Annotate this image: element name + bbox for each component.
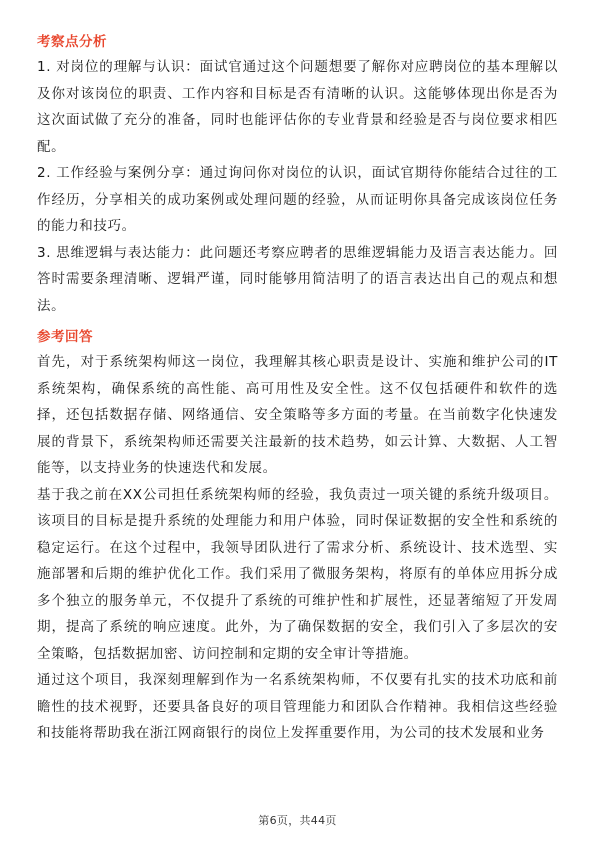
reference-paragraph-1: 首先，对于系统架构师这一岗位，我理解其核心职责是设计、实施和维护公司的IT系统架构，确保系统的高性能、高可用性及安全性。这不仅包括硬件和软件的选择，还包括数据存储、网络通信、安全策略等多方面的考量。在当前数字化快速发展的背景下，系统架构师还需要关注最新的技术趋势，如云计算、大数据、人工智能等，以支持业务的快速迭代和发展。: [37, 354, 558, 476]
reference-title: 参考回答: [37, 329, 93, 345]
analysis-item-1: 1. 对岗位的理解与认识：面试官通过这个问题想要了解你对应聘岗位的基本理解以及你对该岗位的职责、工作内容和目标是否有清晰的认识。这能够体现出你是否为这次面试做了充分的准备，同时也能评估你的专业背景和经验是否与岗位要求相匹配。: [37, 59, 558, 155]
analysis-item-2: 2. 工作经验与案例分享：通过询问你对岗位的认识，面试官期待你能结合过往的工作经历，分享相关的成功案例或处理问题的经验，从而证明你具备完成该岗位任务的能力和技巧。: [37, 165, 558, 234]
document-page: [37, 30, 558, 747]
reference-paragraph-3: 通过这个项目，我深刻理解到作为一名系统架构师，不仅要有扎实的技术功底和前瞻性的技术视野，还要具备良好的项目管理能力和团队合作精神。我相信这些经验和技能将帮助我在浙江网商银行的岗位上发挥重要作用，为公司的技术发展和业务: [37, 672, 558, 741]
analysis-title: 考察点分析: [37, 34, 107, 50]
analysis-item-3: 3. 思维逻辑与表达能力：此问题还考察应聘者的思维逻辑能力及语言表达能力。回答时需要条理清晰、逻辑严谨，同时能够用简洁明了的语言表达出自己的观点和想法。: [37, 244, 558, 314]
page-number: 第6页，共44页: [258, 814, 337, 827]
reference-paragraph-2: 基于我之前在XX公司担任系统架构师的经验，我负责过一项关键的系统升级项目。该项目的目标是提升系统的处理能力和用户体验，同时保证数据的安全性和系统的稳定运行。在这个过程中，我领导团队进行了需求分析、系统设计、技术选型、实施部署和后期的维护优化工作。我们采用了微服务架构，将原有的单体应用拆分成多个独立的服务单元，不仅提升了系统的可维护性和扩展性，还显著缩短了开发周期，提高了系统的响应速度。此外，为了确保数据的安全，我们引入了多层次的安全策略，包括数据加密、访问控制和定期的安全审计等措施。: [37, 486, 558, 662]
